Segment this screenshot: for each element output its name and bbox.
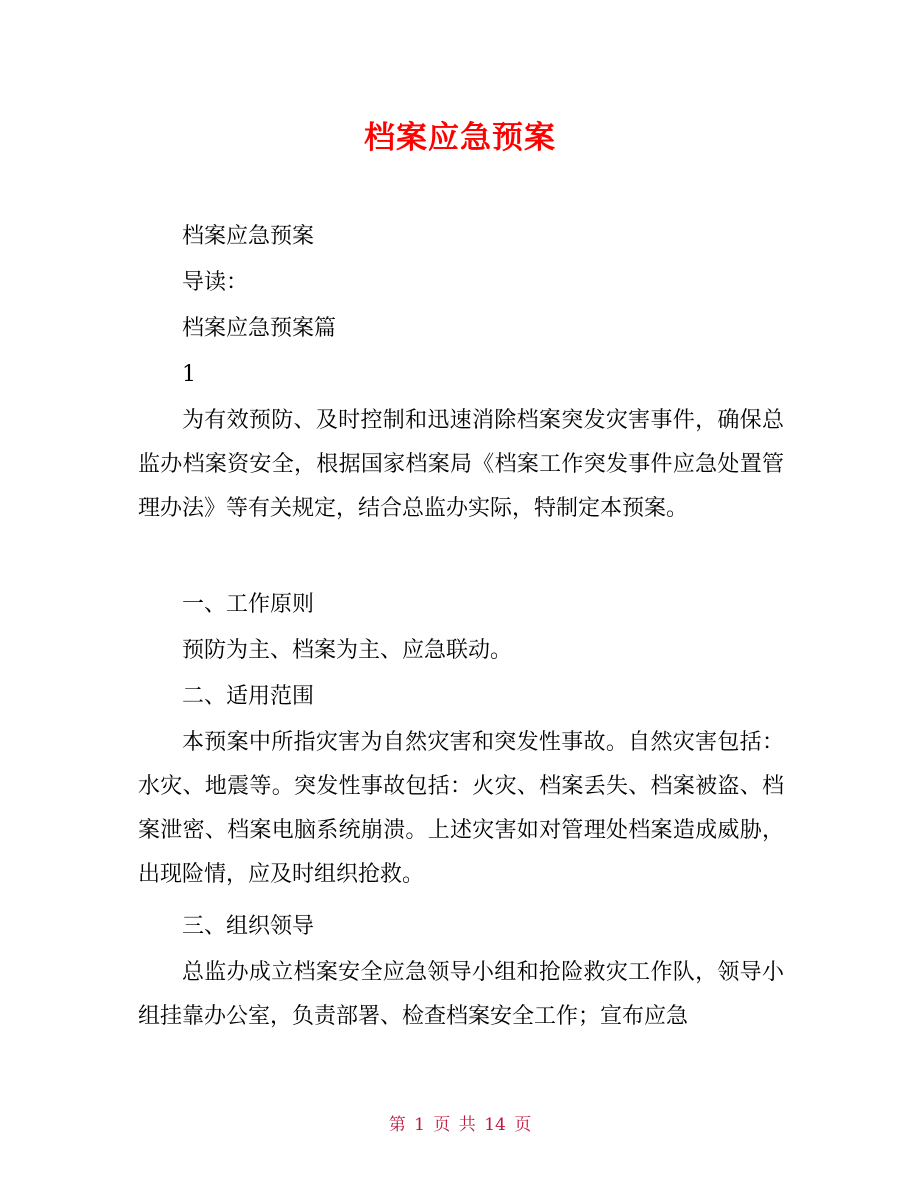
- paragraph-principles: 预防为主、档案为主、应急联动。: [182, 638, 513, 663]
- paragraph-section-label: 档案应急预案篇: [182, 316, 337, 341]
- paragraph-intro-label: 导读：: [182, 270, 249, 295]
- paragraph-section-number: 1: [182, 362, 196, 387]
- page-footer: 第 1 页 共 14 页: [388, 1115, 532, 1135]
- heading-scope: 二、适用范围: [182, 684, 315, 709]
- heading-organization: 三、组织领导: [182, 914, 315, 939]
- paragraph-organization: 总监办成立档案安全应急领导小组和抢险救灾工作队，领导小组挂靠办公室，负责部署、检查档案安全工作；宣布应急: [138, 960, 784, 1029]
- paragraph-scope: 本预案中所指灾害为自然灾害和突发性事故。自然灾害包括：水灾、地震等。突发性事故包括：火灾、档案丢失、档案被盗、档案泄密、档案电脑系统崩溃。上述灾害如对管理处档案造成威胁，出现险情，应及时组织抢救。: [138, 730, 784, 887]
- heading-work-principles: 一、工作原则: [182, 592, 315, 617]
- document-title: 档案应急预案: [364, 120, 556, 156]
- paragraph-purpose: 为有效预防、及时控制和迅速消除档案突发灾害事件，确保总监办档案资安全，根据国家档案局《档案工作突发事件应急处置管理办法》等有关规定，结合总监办实际，特制定本预案。: [138, 408, 784, 521]
- paragraph-heading: 档案应急预案: [182, 224, 315, 249]
